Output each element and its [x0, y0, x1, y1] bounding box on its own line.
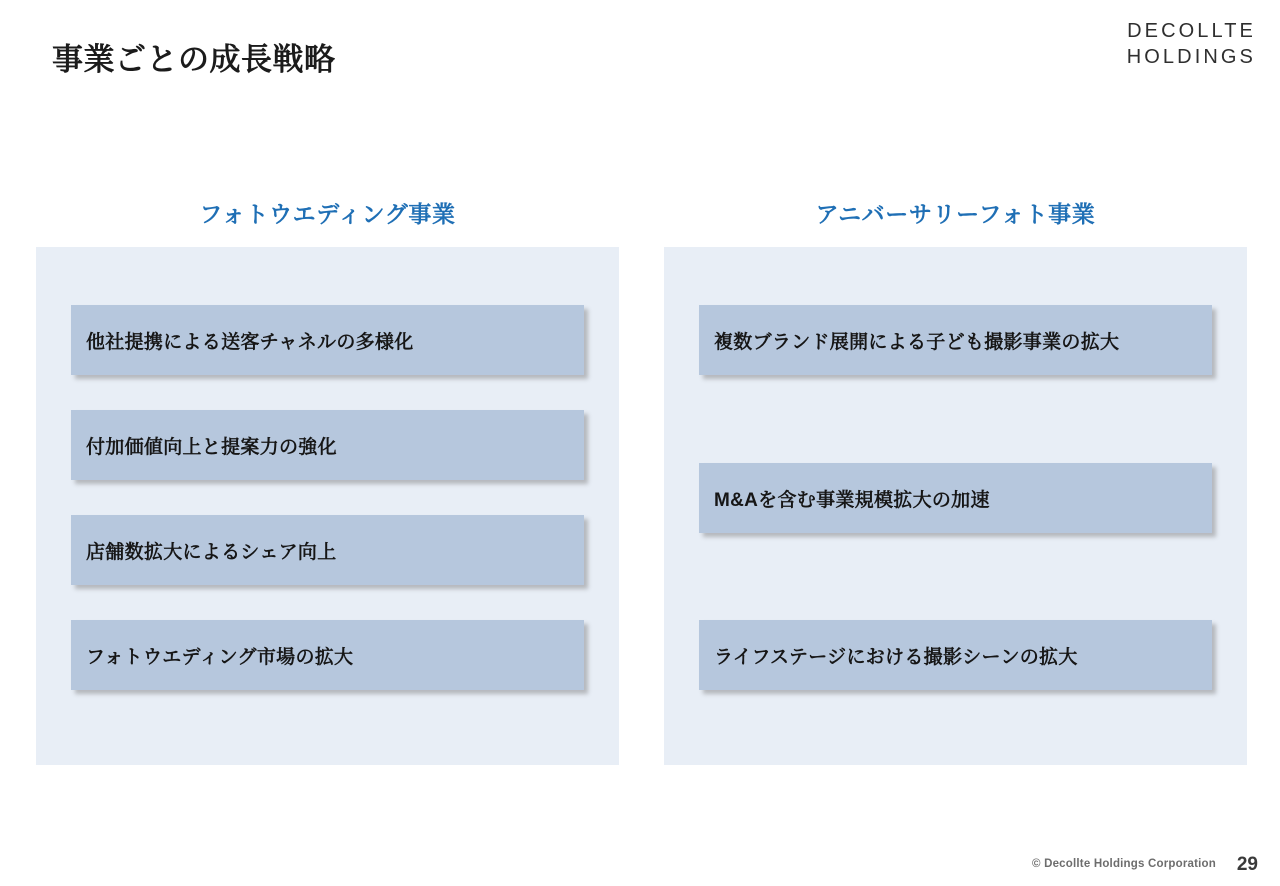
list-item — [71, 305, 584, 375]
list-item-label: フォトウエディング市場の拡大 — [86, 646, 354, 668]
footer-copyright: © Decollte Holdings Corporation — [1032, 858, 1216, 870]
list-item — [71, 515, 584, 585]
list-item-label: ライフステージにおける撮影シーンの拡大 — [714, 646, 1078, 668]
list-item — [71, 620, 584, 690]
list-item-label: M&Aを含む事業規模拡大の加速 — [714, 489, 990, 511]
list-item-label: 複数ブランド展開による子ども撮影事業の拡大 — [714, 331, 1120, 353]
brand-name-line-2: HOLDINGS — [1126, 46, 1256, 69]
list-item-label: 付加価値向上と提案力の強化 — [86, 436, 337, 458]
brand-name-line-1: DECOLLTE — [1127, 20, 1256, 42]
company-logo — [1127, 18, 1256, 71]
column-heading-photo-wedding: フォトウエディング事業 — [199, 201, 456, 227]
list-item-label: 店舗数拡大によるシェア向上 — [86, 541, 337, 563]
list-item-label: 他社提携による送客チャネルの多様化 — [86, 331, 414, 353]
list-item — [71, 410, 584, 480]
list-item — [699, 620, 1212, 690]
column-anniversary-photo — [664, 196, 1247, 765]
column-heading-anniversary-photo: アニバーサリーフォト事業 — [815, 201, 1096, 227]
list-item — [699, 305, 1212, 375]
page-number: 29 — [1236, 854, 1258, 875]
list-item — [699, 463, 1212, 533]
column-panel-photo-wedding — [36, 247, 619, 765]
page-title: 事業ごとの成長戦略 — [52, 42, 336, 77]
column-panel-anniversary-photo — [664, 247, 1247, 765]
column-photo-wedding — [36, 196, 619, 765]
